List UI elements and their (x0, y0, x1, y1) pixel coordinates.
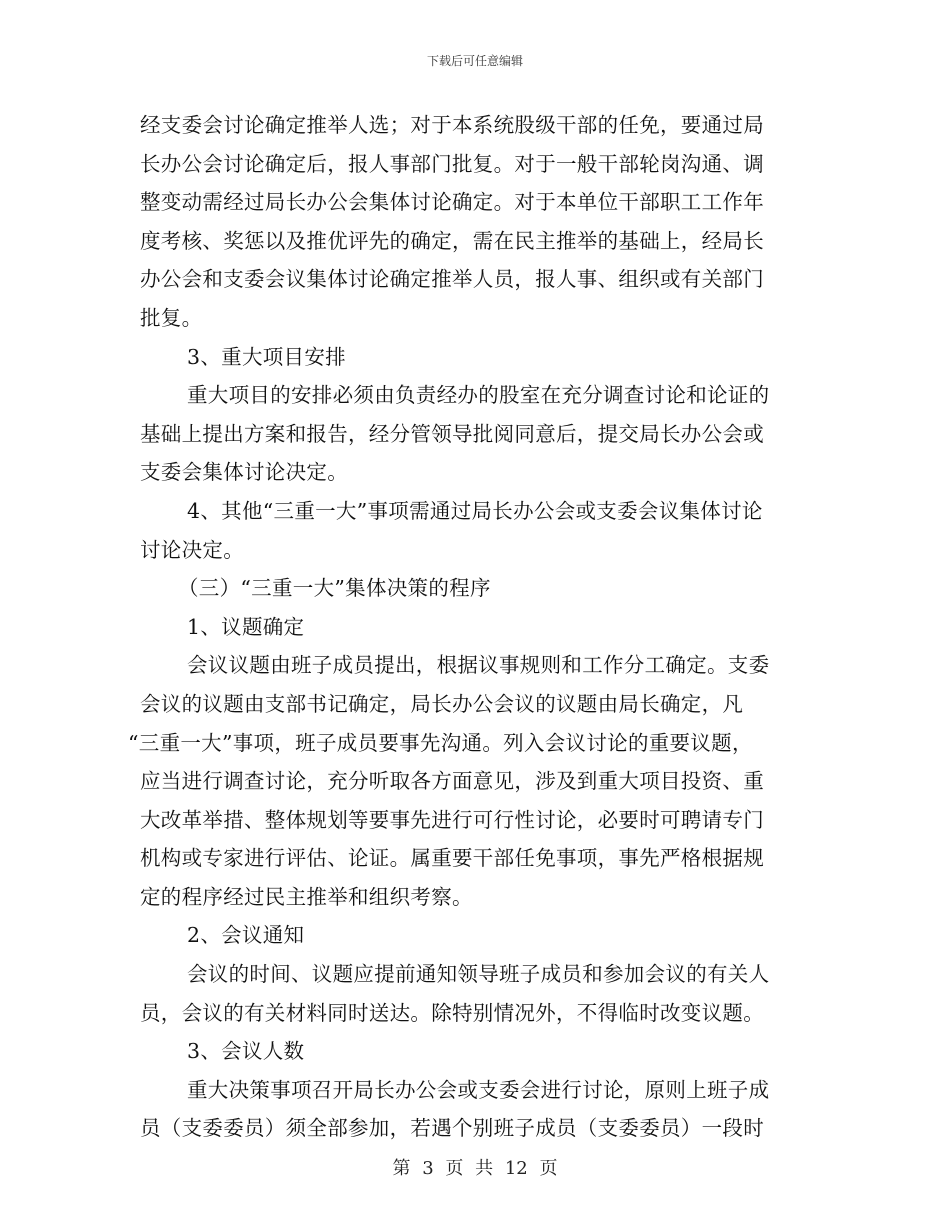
paragraph-line: 办公会和支委会议集体讨论确定推举人员，报人事、组织或有关部门 (140, 267, 764, 292)
section-heading: （三）“三重一大”集体决策的程序 (178, 576, 491, 601)
paragraph-line: 基础上提出方案和报告，经分管领导批阅同意后，提交局长办公会或 (140, 421, 764, 446)
paragraph-line: 员（支委委员）须全部参加，若遇个别班子成员（支委委员）一段时 (140, 1116, 764, 1141)
paragraph-line: 应当进行调查讨论，充分听取各方面意见，涉及到重大项目投资、重 (140, 769, 764, 794)
section-heading: 1、议题确定 (187, 614, 305, 639)
section-heading: 2、会议通知 (187, 923, 305, 948)
paragraph-line: 定的程序经过民主推举和组织考察。 (140, 884, 473, 909)
paragraph-line: 讨论决定。 (140, 537, 244, 562)
page-number: 第 3 页 共 12 页 (392, 1158, 558, 1179)
paragraph-line: 重大决策事项召开局长办公会或支委会进行讨论，原则上班子成 (187, 1077, 770, 1102)
document-body (128, 106, 812, 1148)
paragraph-line: 4、其他“三重一大”事项需通过局长办公会或支委会议集体讨论 (187, 498, 763, 523)
paragraph-line: 批复。 (140, 305, 203, 330)
header-note: 下载后可任意编辑 (426, 54, 523, 68)
paragraph-line: 度考核、奖惩以及推优评先的确定，需在民主推举的基础上，经局长 (140, 228, 764, 253)
paragraph-line: “三重一大”事项，班子成员要事先沟通。列入会议讨论的重要议题， (128, 730, 753, 755)
section-heading: 3、重大项目安排 (187, 344, 346, 369)
paragraph-line: 机构或专家进行评估、论证。属重要干部任免事项，事先严格根据规 (140, 846, 764, 871)
paragraph-line: 整变动需经过局长办公会集体讨论确定。对于本单位干部职工工作年 (140, 190, 764, 215)
section-heading: 3、会议人数 (187, 1039, 305, 1064)
paragraph-line: 会议议题由班子成员提出，根据议事规则和工作分工确定。支委 (187, 653, 770, 678)
paragraph-line: 员，会议的有关材料同时送达。除特别情况外，不得临时改变议题。 (140, 1000, 764, 1025)
paragraph-line: 大改革举措、整体规划等要事先进行可行性讨论，必要时可聘请专门 (140, 807, 764, 832)
paragraph-line: 重大项目的安排必须由负责经办的股室在充分调查讨论和论证的 (187, 383, 770, 408)
paragraph-line: 长办公会讨论确定后，报人事部门批复。对于一般干部轮岗沟通、调 (140, 151, 764, 176)
paragraph-line: 支委会集体讨论决定。 (140, 460, 348, 485)
paragraph-line: 会议的议题由支部书记确定，局长办公会议的议题由局长确定，凡 (140, 691, 744, 716)
paragraph-line: 经支委会讨论确定推举人选；对于本系统股级干部的任免，要通过局 (140, 113, 764, 137)
paragraph-line: 会议的时间、议题应提前通知领导班子成员和参加会议的有关人 (187, 962, 770, 987)
